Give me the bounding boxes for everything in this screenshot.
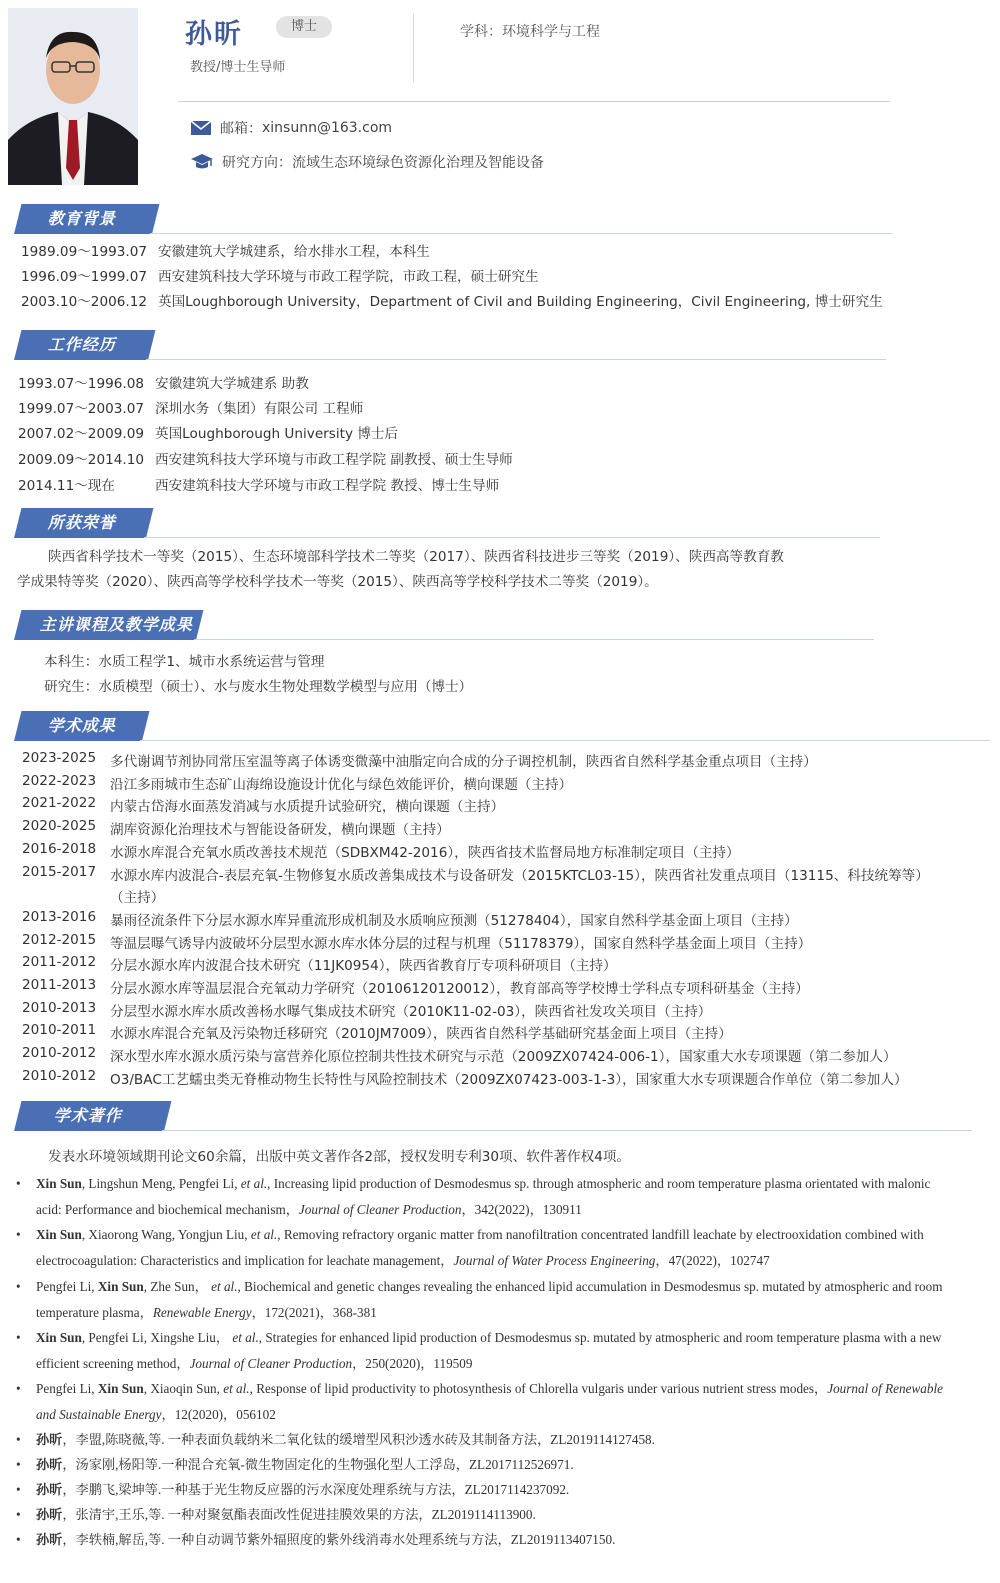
achievement-text: 分层水源水库内波混合技术研究（11JK0954），陕西省教育厅专项科研项目（主持） <box>110 958 617 975</box>
et-al: et al. <box>240 1176 268 1191</box>
achievement-date: 2022-2023 <box>22 772 97 789</box>
education-text: 安徽建筑大学城建系，给水排水工程，本科生 <box>158 244 430 260</box>
publications-summary: 发表水环境领域期刊论文60余篇，出版中英文著作各2部，授权发明专利30项、软件著作权4项。 <box>48 1149 631 1165</box>
section-heading-bar <box>14 204 159 234</box>
author-highlight: 孙昕 <box>36 1507 63 1522</box>
courses-section <box>0 610 1000 640</box>
publication-item <box>16 1325 956 1376</box>
work-section <box>0 330 1000 360</box>
bullet: • <box>16 1381 21 1396</box>
achievement-date: 2021-2022 <box>22 795 97 812</box>
research-row <box>190 152 544 172</box>
envelope-icon <box>190 120 212 136</box>
author-text: , Pengfei Li, Xingshe Liu， <box>81 1330 233 1345</box>
publications-section <box>0 1101 1000 1131</box>
work-heading: 工作经历 <box>47 335 116 354</box>
publication-item <box>16 1274 956 1325</box>
honors-line: 学成果特等奖（2020）、陕西高等学校科学技术一等奖（2015）、陕西高等学校科学技术二等奖（2019）。 <box>17 574 658 590</box>
education-heading: 教育背景 <box>47 209 116 228</box>
publication-item <box>16 1376 956 1427</box>
author-text: , Xiaoqin Sun, <box>143 1381 224 1396</box>
achievement-date: 2016-2018 <box>22 840 97 857</box>
honors-heading: 所获荣誉 <box>47 513 116 532</box>
author-highlight: 孙昕 <box>36 1482 63 1497</box>
achievement-date: 2010-2011 <box>22 1022 97 1039</box>
education-text: 西安建筑科技大学环境与市政工程学院，市政工程，硕士研究生 <box>158 269 539 285</box>
paper-title: , Response of lipid productivity to photosynthesis of Chlorella vulgaris under various nutrient stress modes， <box>249 1381 828 1396</box>
achievement-text: 沿江多雨城市生态矿山海绵设施设计优化与绿色效能评价，横向课题（主持） <box>110 776 573 793</box>
bullet: • <box>16 1432 21 1447</box>
et-al: et al. <box>211 1279 238 1294</box>
patent-text: ，张清宇,王乐,等. 一种对聚氨酯表面改性促进挂膜效果的方法，ZL2019114113900. <box>62 1507 536 1522</box>
bullet: • <box>16 1532 21 1547</box>
author-text: Pengfei Li, <box>36 1279 98 1294</box>
author-text: Pengfei Li, <box>36 1381 98 1396</box>
author-text: , Zhe Sun， <box>143 1279 212 1294</box>
work-date: 2007.02～2009.09 <box>18 426 145 442</box>
bullet: • <box>16 1330 21 1345</box>
paper-volume: ，12(2020)，056102 <box>161 1406 276 1422</box>
education-date: 1989.09～1993.07 <box>21 244 148 260</box>
achievement-text: O3/BAC工艺蠕虫类无脊椎动物生长特性与风险控制技术（2009ZX07423-003-1-3），国家重大水专项课题合作单位（第二参加人） <box>110 1071 908 1088</box>
bullet: • <box>16 1482 21 1497</box>
section-heading-bar <box>14 610 203 640</box>
bullet: • <box>16 1227 21 1242</box>
education-date: 2003.10～2006.12 <box>21 294 148 310</box>
degree-badge: 博士 <box>276 16 332 38</box>
author-text: , Xiaorong Wang, Yongjun Liu, <box>81 1227 251 1242</box>
bullet: • <box>16 1457 21 1472</box>
work-date: 2014.11～现在 <box>18 478 115 494</box>
patent-item <box>16 1502 956 1528</box>
profile-title: 教授/博士生导师 <box>190 60 286 75</box>
courses-heading: 主讲课程及教学成果 <box>39 615 193 634</box>
paper-title: , Biochemical and genetic changes revealing the enhanced lipid accumulation in Desmodesmus sp. mutated by atmospheric and room temperature plasma， <box>36 1279 943 1320</box>
achievement-text: 水源水库混合充氧及污染物迁移研究（2010JM7009），陕西省自然科学基础研究基金面上项目（主持） <box>110 1026 732 1043</box>
achievement-text: 水源水库混合充氧水质改善技术规范（SDBXM42-2016），陕西省技术监督局地方标准制定项目（主持） <box>110 844 740 861</box>
paper-volume: ，172(2021)，368-381 <box>251 1304 377 1320</box>
paper-volume: ，47(2022)，102747 <box>655 1252 770 1268</box>
achievement-text: 深水型水库水源水质污染与富营养化原位控制共性技术研究与示范（2009ZX07424-006-1），国家重大水专项课题（第二参加人） <box>110 1049 897 1066</box>
bullet: • <box>16 1507 21 1522</box>
paper-title: , Removing refractory organic matter from nanofiltration concentrated landfill leachate by electrooxidation combined with electrocoagulation: Characteristics and implication for leachate management， <box>36 1227 924 1268</box>
patent-text: ，汤家刚,杨阳等.一种混合充氧-微生物固定化的生物强化型人工浮岛，ZL2017112526971. <box>62 1457 574 1472</box>
section-heading-bar <box>14 330 155 360</box>
et-al: et al. <box>250 1227 278 1242</box>
work-text: 深圳水务（集团）有限公司 工程师 <box>155 401 364 417</box>
patent-item <box>16 1427 956 1453</box>
bullet: • <box>16 1279 21 1294</box>
author-highlight: 孙昕 <box>36 1457 63 1472</box>
achievement-text: 分层水源水库等温层混合充氧动力学研究（20106120120012），教育部高等学校博士学科点专项科研基金（主持） <box>110 981 809 997</box>
research-label: 研究方向： <box>222 155 292 171</box>
section-rule <box>146 359 886 360</box>
achievement-text: 水源水库内波混合-表层充氧-生物修复水质改善集成技术与设备研发（2015KTCL03-15），陕西省社发重点项目（13115、科技统筹等） <box>110 867 929 884</box>
section-heading-bar <box>14 1101 171 1131</box>
work-text: 英国Loughborough University 博士后 <box>155 426 399 442</box>
author-highlight: Xin Sun <box>36 1227 82 1242</box>
journal-name: Journal of Cleaner Production <box>298 1201 462 1217</box>
courses-grad: 研究生：水质模型（硕士）、水与废水生物处理数学模型与应用（博士） <box>44 679 473 695</box>
journal-name: Journal of Water Process Engineering <box>453 1252 656 1268</box>
paper-volume: ，342(2022)，130911 <box>461 1201 582 1217</box>
achievement-date: 2011-2013 <box>22 977 97 993</box>
achievement-date: 2010-2013 <box>22 999 97 1016</box>
journal-name: Journal of Renewable and Sustainable Energy <box>36 1381 943 1422</box>
journal-name: Journal of Cleaner Production <box>189 1355 353 1371</box>
email-value[interactable]: xinsunn@163.com <box>262 120 393 136</box>
bullet: • <box>16 1176 21 1191</box>
author-highlight: Xin Sun <box>97 1381 144 1396</box>
author-text: , Lingshun Meng, Pengfei Li, <box>81 1176 241 1191</box>
patent-text: ，李鹏飞,梁坤等.一种基于光生物反应器的污水深度处理系统与方法，ZL2017114237092. <box>62 1482 570 1497</box>
achievement-date: 2013-2016 <box>22 908 97 925</box>
honors-line: 陕西省科学技术一等奖（2015）、生态环境部科学技术二等奖（2017）、陕西省科技进步三等奖（2019）、陕西高等教育教 <box>48 549 784 565</box>
paper-title: , Strategies for enhanced lipid production of Desmodesmus sp. mutated by atmospheric and room temperature plasma with a new efficient screening method， <box>36 1330 942 1371</box>
achievement-date: 2012-2015 <box>22 931 97 948</box>
author-highlight: 孙昕 <box>36 1532 63 1547</box>
education-section <box>0 204 1000 234</box>
section-heading-bar <box>14 508 153 538</box>
achievement-date: 2011-2012 <box>22 954 97 971</box>
author-highlight: Xin Sun <box>97 1279 144 1294</box>
profile-name: 孙昕 <box>185 19 243 50</box>
section-rule <box>140 740 990 741</box>
publication-item <box>16 1222 956 1273</box>
education-date: 1996.09～1999.07 <box>21 269 148 285</box>
work-text: 安徽建筑大学城建系 助教 <box>155 376 309 392</box>
work-date: 1999.07～2003.07 <box>18 401 145 417</box>
paper-title: , Increasing lipid production of Desmodesmus sp. through atmospheric and room temperature plasma orientated with malonic acid: Performance and biochemical mechanism， <box>36 1176 931 1217</box>
graduation-cap-icon <box>190 152 214 172</box>
et-al: et al. <box>232 1330 259 1345</box>
research-value: 流域生态环境绿色资源化治理及智能设备 <box>292 155 544 171</box>
achievements-section <box>0 711 1000 741</box>
patent-item <box>16 1527 956 1553</box>
section-rule <box>150 233 892 234</box>
work-text: 西安建筑科技大学环境与市政工程学院 教授、博士生导师 <box>155 478 500 494</box>
achievements-heading: 学术成果 <box>47 716 116 735</box>
section-heading-bar <box>14 711 149 741</box>
email-label: 邮箱： <box>220 121 262 137</box>
section-rule <box>194 639 874 640</box>
achievement-text: 多代谢调节剂协同常压室温等离子体诱变微藻中油脂定向合成的分子调控机制，陕西省自然科学基金重点项目（主持） <box>110 754 817 770</box>
email-row <box>190 118 392 138</box>
patent-item <box>16 1452 956 1478</box>
achievement-date: 2015-2017 <box>22 863 97 880</box>
section-rule <box>144 537 880 538</box>
patent-text: ，李轶楠,解岳,等. 一种自动调节紫外辐照度的紫外线消毒水处理系统与方法，ZL2019113407150. <box>62 1532 616 1547</box>
author-highlight: 孙昕 <box>36 1432 63 1447</box>
achievement-text: 分层型水源水库水质改善杨水曝气集成技术研究（2010K11-02-03），陕西省社发攻关项目（主持） <box>110 1003 712 1020</box>
work-date: 1993.07～1996.08 <box>18 376 145 392</box>
achievement-continuation: （主持） <box>110 890 165 907</box>
achievement-text: 内蒙古岱海水面蒸发消减与水质提升试验研究，横向课题（主持） <box>110 799 505 816</box>
author-highlight: Xin Sun <box>36 1176 82 1191</box>
publications-heading: 学术著作 <box>53 1106 122 1125</box>
work-date: 2009.09～2014.10 <box>18 452 145 468</box>
education-text: 英国Loughborough University，Department of Civil and Building Engineering，Civil Engineering, 博士研究生 <box>158 294 883 310</box>
publication-item <box>16 1171 956 1222</box>
profile-photo <box>8 8 138 185</box>
courses-undergrad: 本科生：水质工程学1、城市水系统运营与管理 <box>44 654 325 670</box>
achievement-text: 等温层曝气诱导内波破坏分层型水源水库水体分层的过程与机理（51178379），国家自然科学基金面上项目（主持） <box>110 935 812 952</box>
patent-text: ，李盟,陈晓薇,等. 一种表面负载纳米二氧化钛的缓增型风积沙透水砖及其制备方法，ZL2019114127458. <box>62 1432 655 1447</box>
achievement-text: 湖库资源化治理技术与智能设备研发，横向课题（主持） <box>110 822 450 839</box>
achievement-date: 2023-2025 <box>22 750 97 766</box>
header-divider <box>413 14 414 82</box>
achievement-date: 2020-2025 <box>22 818 97 835</box>
achievement-date: 2010-2012 <box>22 1067 97 1084</box>
patent-item <box>16 1477 956 1503</box>
section-rule <box>162 1130 972 1131</box>
et-al: et al. <box>223 1381 250 1396</box>
achievement-text: 暴雨径流条件下分层水源水库异重流形成机制及水质响应预测（51278404），国家自然科学基金面上项目（主持） <box>110 912 798 929</box>
header-rule <box>178 101 890 102</box>
honors-section <box>0 508 1000 538</box>
journal-name: Renewable Energy <box>152 1304 252 1320</box>
work-text: 西安建筑科技大学环境与市政工程学院 副教授、硕士生导师 <box>155 452 513 468</box>
achievement-date: 2010-2012 <box>22 1045 97 1062</box>
profile-subject: 学科：环境科学与工程 <box>460 24 600 40</box>
paper-volume: ，250(2020)，119509 <box>352 1355 473 1371</box>
author-highlight: Xin Sun <box>36 1330 82 1345</box>
